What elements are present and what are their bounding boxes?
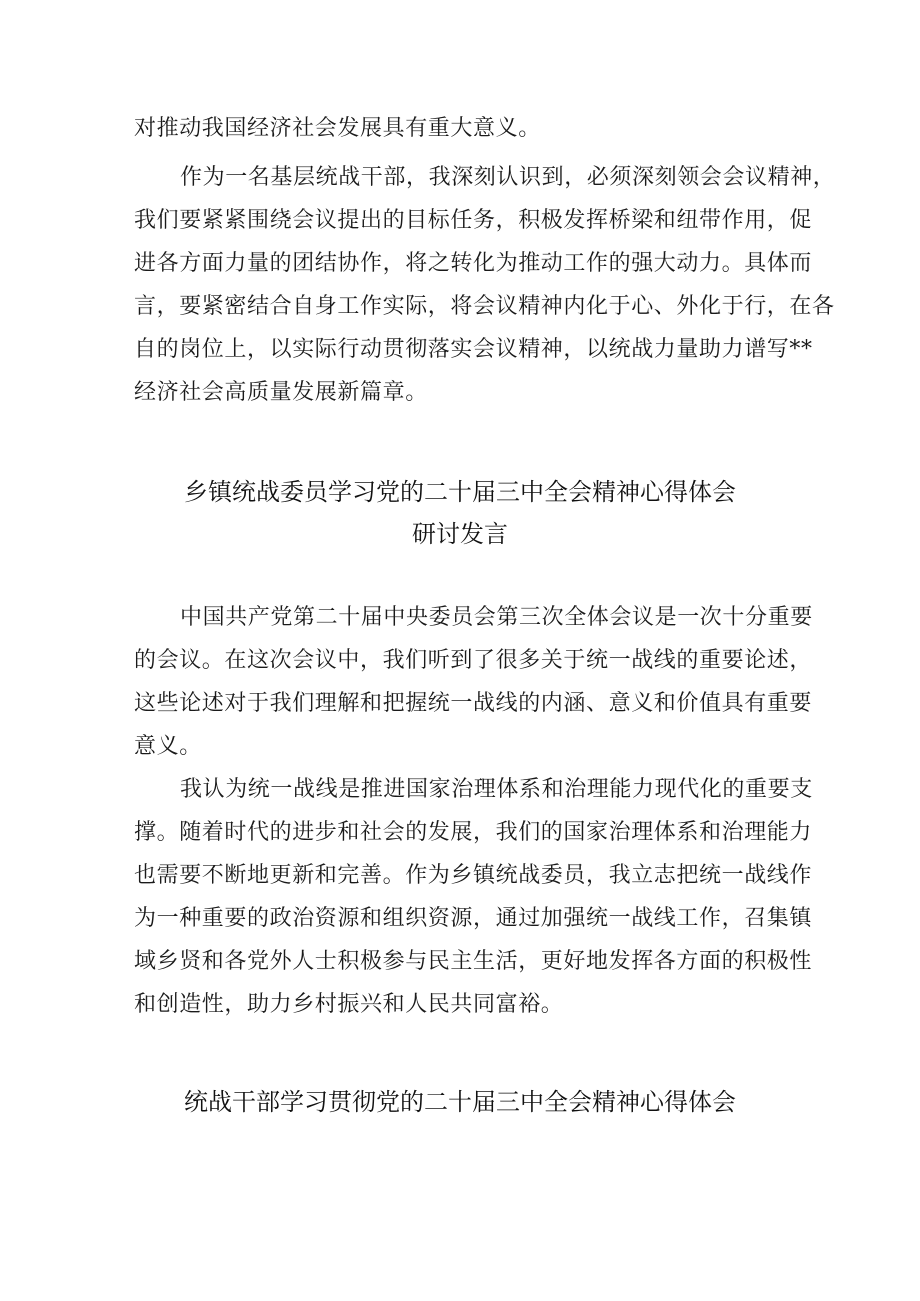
paragraph-line: 的会议。在这次会议中，我们听到了很多关于统一战线的重要论述， bbox=[134, 648, 813, 673]
article-title: 统战干部学习贯彻党的二十届三中全会精神心得体会 bbox=[184, 1088, 736, 1116]
paragraph-line: 撑。随着时代的进步和社会的发展，我们的国家治理体系和治理能力 bbox=[134, 820, 813, 845]
paragraph-line: 进各方面力量的团结协作，将之转化为推动工作的强大动力。具体而 bbox=[134, 251, 813, 276]
paragraph-line: 我认为统一战线是推进国家治理体系和治理能力现代化的重要支 bbox=[180, 777, 813, 802]
paragraph-line: 中国共产党第二十届中央委员会第三次全体会议是一次十分重要 bbox=[180, 605, 813, 630]
article-title: 乡镇统战委员学习党的二十届三中全会精神心得体会 bbox=[184, 478, 736, 506]
paragraph-line: 作为一名基层统战干部，我深刻认识到，必须深刻领会会议精神， bbox=[180, 165, 836, 190]
paragraph-line: 经济社会高质量发展新篇章。 bbox=[134, 380, 428, 405]
paragraph-line: 域乡贤和各党外人士积极参与民主生活，更好地发挥各方面的积极性 bbox=[134, 949, 813, 974]
article-subtitle: 研讨发言 bbox=[412, 520, 508, 548]
paragraph-line: 也需要不断地更新和完善。作为乡镇统战委员，我立志把统一战线作 bbox=[134, 863, 813, 888]
paragraph-line: 言，要紧密结合自身工作实际，将会议精神内化于心、外化于行，在各 bbox=[134, 294, 835, 319]
paragraph-line: 为一种重要的政治资源和组织资源，通过加强统一战线工作，召集镇 bbox=[134, 906, 813, 931]
paragraph-line: 和创造性，助力乡村振兴和人民共同富裕。 bbox=[134, 992, 564, 1017]
paragraph-line: 意义。 bbox=[134, 734, 202, 759]
paragraph-line: 对推动我国经济社会发展具有重大意义。 bbox=[134, 116, 541, 141]
paragraph-line: 这些论述对于我们理解和把握统一战线的内涵、意义和价值具有重要 bbox=[134, 691, 813, 716]
paragraph-line: 我们要紧紧围绕会议提出的目标任务，积极发挥桥梁和纽带作用，促 bbox=[134, 208, 813, 233]
paragraph-line: 自的岗位上，以实际行动贯彻落实会议精神，以统战力量助力谱写** bbox=[134, 337, 813, 362]
